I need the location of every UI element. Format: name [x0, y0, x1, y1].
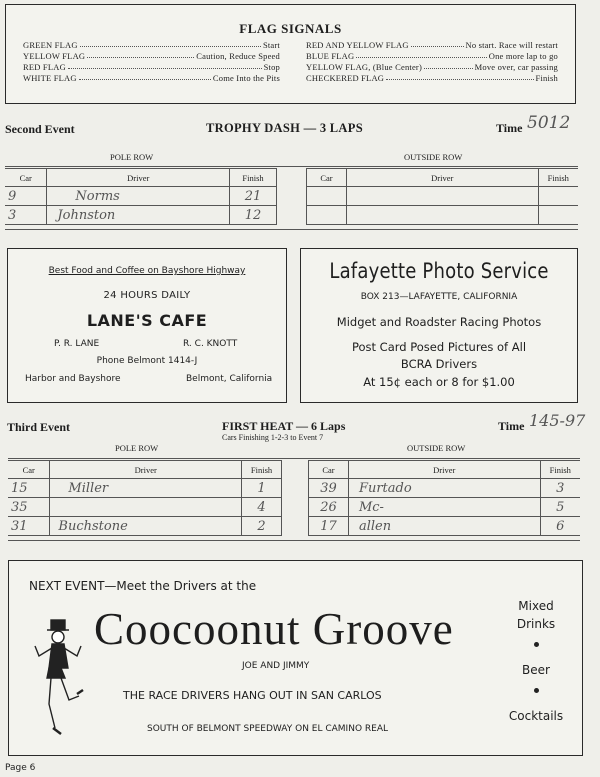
third-outside-table [308, 460, 580, 536]
lanes-owner-1: P. R. LANE [54, 339, 100, 349]
table-header [8, 461, 282, 479]
col-car: Car [8, 461, 50, 479]
bullet-dot [534, 642, 539, 647]
finish-position: 12 [230, 206, 277, 225]
second-event-label: Second Event [5, 122, 75, 136]
flag-row: GREEN FLAG Start [23, 40, 280, 50]
third-event-label: Third Event [7, 420, 71, 434]
col-finish: Finish [242, 461, 282, 479]
flag-row: WHITE FLAG Come Into the Pits [23, 73, 280, 83]
driver-name: Norms [47, 187, 230, 206]
coconut-groove-ad [8, 560, 583, 756]
driver-name: allen [348, 517, 540, 536]
finish-position [538, 206, 578, 225]
second-outside-table [306, 168, 578, 225]
third-event-time-label: Time [498, 419, 525, 433]
col-car: Car [5, 169, 47, 187]
third-event-subtitle: Cars Finishing 1-2-3 to Event 7 [222, 433, 324, 442]
lanes-address-right: Belmont, California [186, 374, 273, 384]
second-pole-table [5, 168, 277, 225]
flag-row: BLUE FLAG One more lap to go [306, 51, 558, 61]
driver-name: Miller [50, 479, 242, 498]
grove-location: SOUTH OF BELMONT SPEEDWAY ON EL CAMINO REAL [147, 724, 389, 734]
third-outside-row-label: OUTSIDE ROW [407, 443, 466, 453]
finish-position: 21 [230, 187, 277, 206]
col-driver: Driver [50, 461, 242, 479]
table-row [307, 187, 579, 206]
car-number: 17 [309, 517, 349, 536]
car-number: 31 [8, 517, 50, 536]
photo-line-1: Midget and Roadster Racing Photos [336, 315, 542, 329]
car-number [307, 206, 347, 225]
dancer-figure [35, 620, 83, 734]
photo-line-2: Post Card Posed Pictures of All [351, 340, 527, 354]
flag-row: RED FLAG Stop [23, 62, 280, 72]
lanes-owner-2: R. C. KNOTT [183, 339, 238, 349]
table-row [8, 517, 282, 536]
col-finish: Finish [540, 461, 580, 479]
photo-line-4: At 15¢ each or 8 for $1.00 [363, 375, 515, 389]
table-row [309, 479, 581, 498]
second-event-title: TROPHY DASH — 3 LAPS [206, 121, 363, 135]
car-number [307, 187, 347, 206]
finish-position: 1 [242, 479, 282, 498]
finish-position: 2 [242, 517, 282, 536]
flag-list-right [306, 39, 558, 83]
flag-row: YELLOW FLAG Caution, Reduce Speed [23, 51, 280, 61]
finish-position [538, 187, 578, 206]
car-number: 35 [8, 498, 50, 517]
page-number: Page 6 [5, 763, 36, 773]
lanes-phone: Phone Belmont 1414-J [96, 356, 198, 366]
drink-item: Cocktails [508, 709, 564, 723]
grove-next-event: NEXT EVENT—Meet the Drivers at the [29, 579, 257, 593]
second-outside-row-label: OUTSIDE ROW [404, 152, 463, 162]
lanes-address-left: Harbor and Bayshore [25, 374, 121, 384]
col-driver: Driver [348, 461, 540, 479]
second-event-time-value: 5012 [527, 113, 571, 133]
car-number: 39 [309, 479, 349, 498]
driver-name: Buchstone [50, 517, 242, 536]
car-number: 15 [8, 479, 50, 498]
third-event-title: FIRST HEAT — 6 Laps [222, 419, 346, 433]
second-event-time-label: Time [496, 121, 523, 135]
drink-item: Beer [522, 663, 550, 677]
col-driver: Driver [47, 169, 230, 187]
flag-list-left [23, 39, 280, 83]
driver-name [346, 187, 538, 206]
grove-slogan: THE RACE DRIVERS HANG OUT IN SAN CARLOS [123, 689, 382, 702]
grove-name: Coocoonut Groove [94, 604, 454, 654]
lafayette-photo-ad [300, 248, 578, 403]
driver-name: Furtado [348, 479, 540, 498]
finish-position: 5 [540, 498, 580, 517]
lanes-hours: 24 HOURS DAILY [103, 290, 191, 301]
drink-item: Mixed [518, 599, 554, 613]
table-row [5, 206, 277, 225]
finish-position: 3 [540, 479, 580, 498]
flag-row: CHECKERED FLAG Finish [306, 73, 558, 83]
third-pole-row-label: POLE ROW [115, 443, 159, 453]
table-row [8, 479, 282, 498]
table-header [309, 461, 581, 479]
driver-name: Mc- [348, 498, 540, 517]
car-number: 3 [5, 206, 47, 225]
finish-position: 6 [540, 517, 580, 536]
table-row [307, 206, 579, 225]
grove-owners: JOE AND JIMMY [242, 661, 310, 671]
lanes-name: LANE'S CAFE [86, 311, 208, 330]
third-pole-table [8, 460, 282, 536]
bullet-dot [534, 688, 539, 693]
driver-name [50, 498, 242, 517]
table-header [307, 169, 579, 187]
col-car: Car [309, 461, 349, 479]
col-driver: Driver [346, 169, 538, 187]
finish-position: 4 [242, 498, 282, 517]
table-row [309, 498, 581, 517]
car-number: 26 [309, 498, 349, 517]
driver-name [346, 206, 538, 225]
flag-signals-title: FLAG SIGNALS [239, 21, 342, 36]
second-pole-row-label: POLE ROW [110, 152, 154, 162]
driver-name: Johnston [47, 206, 230, 225]
grove-drinks-list [504, 599, 568, 723]
table-row [5, 187, 277, 206]
col-finish: Finish [538, 169, 578, 187]
lanes-tagline: Best Food and Coffee on Bayshore Highway [48, 266, 246, 276]
col-finish: Finish [230, 169, 277, 187]
third-event-time-value: 145-97 [529, 411, 586, 430]
drink-item: Drinks [516, 617, 556, 631]
col-car: Car [307, 169, 347, 187]
lanes-cafe-ad [7, 248, 287, 403]
flag-row: YELLOW FLAG, (Blue Center) Move over, car passing [306, 62, 558, 72]
table-header [5, 169, 277, 187]
flag-signals-box [5, 4, 576, 104]
flag-row: RED AND YELLOW FLAG No start. Race will restart [306, 40, 558, 50]
dancer-illustration [31, 616, 89, 741]
photo-address: BOX 213—LAFAYETTE, CALIFORNIA [360, 292, 518, 302]
car-number: 9 [5, 187, 47, 206]
photo-name: Lafayette Photo Service [329, 259, 549, 283]
photo-line-3: BCRA Drivers [400, 357, 478, 371]
table-row [8, 498, 282, 517]
table-row [309, 517, 581, 536]
